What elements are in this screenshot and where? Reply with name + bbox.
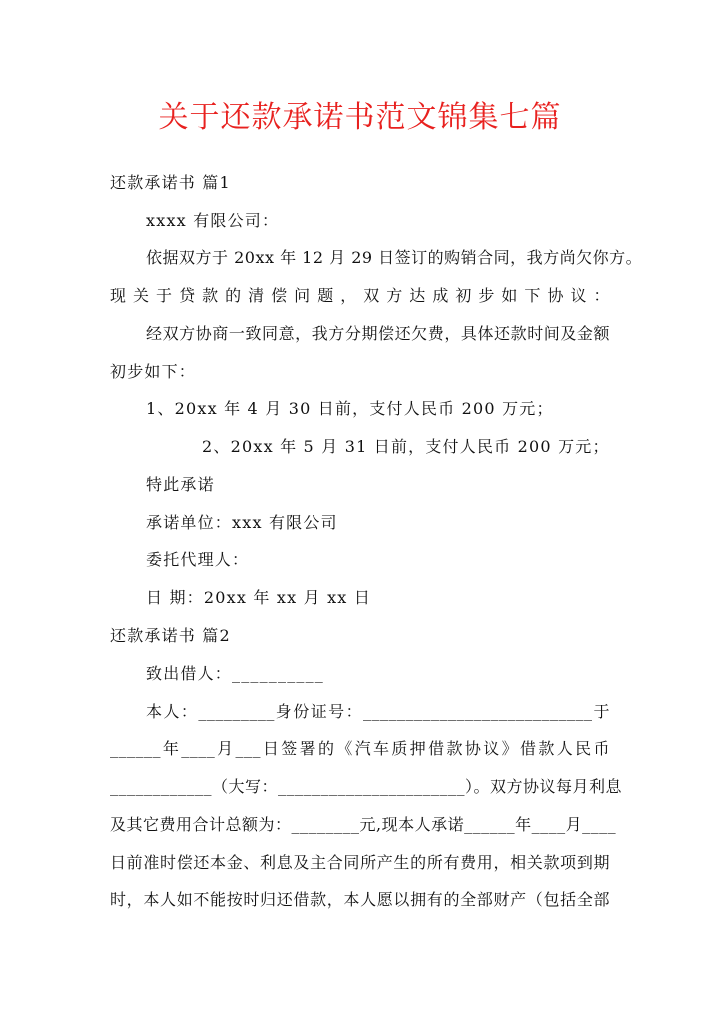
paragraph-line: 时，本人如不能按时归还借款，本人愿以拥有的全部财产（包括全部	[110, 890, 610, 909]
paragraph-line: 现关于贷款的清偿问题，双方达成初步如下协议：	[110, 286, 610, 305]
paragraph-line: ____________（大写：______________________）。双方协议每月利息	[110, 777, 623, 796]
date-line: 日 期：20xx 年 xx 月 xx 日	[146, 588, 372, 607]
section-heading-2: 还款承诺书 篇2	[110, 626, 231, 645]
payment-item-2: 2、20xx 年 5 月 31 日前，支付人民币 200 万元；	[202, 437, 610, 456]
payment-item-1: 1、20xx 年 4 月 30 日前，支付人民币 200 万元；	[146, 399, 554, 418]
section-heading-1: 还款承诺书 篇1	[110, 173, 231, 192]
paragraph-line: 经双方协商一致同意，我方分期偿还欠费，具体还款时间及金额	[146, 324, 610, 343]
closing-line: 特此承诺	[146, 475, 215, 494]
paragraph-line: 初步如下：	[110, 362, 197, 381]
signatory-unit: 承诺单位：xxx 有限公司	[146, 513, 338, 532]
document-title: 关于还款承诺书范文锦集七篇	[158, 100, 562, 135]
agent-line: 委托代理人：	[146, 550, 250, 569]
paragraph-line: 日前准时偿还本金、利息及主合同所产生的所有费用，相关款项到期	[110, 853, 610, 872]
paragraph-line: ______年____月___日签署的《汽车质押借款协议》借款人民币	[110, 739, 610, 758]
paragraph-line: 及其它费用合计总额为：________元,现本人承诺______年____月____	[110, 815, 617, 834]
lender-line: 致出借人：__________	[146, 664, 325, 683]
paragraph-line: 依据双方于 20xx 年 12 月 29 日签订的购销合同，我方尚欠你方。	[146, 248, 643, 267]
addressee-line: xxxx 有限公司：	[146, 211, 280, 230]
paragraph-line: 本人：_________身份证号：___________________________于	[146, 702, 610, 721]
